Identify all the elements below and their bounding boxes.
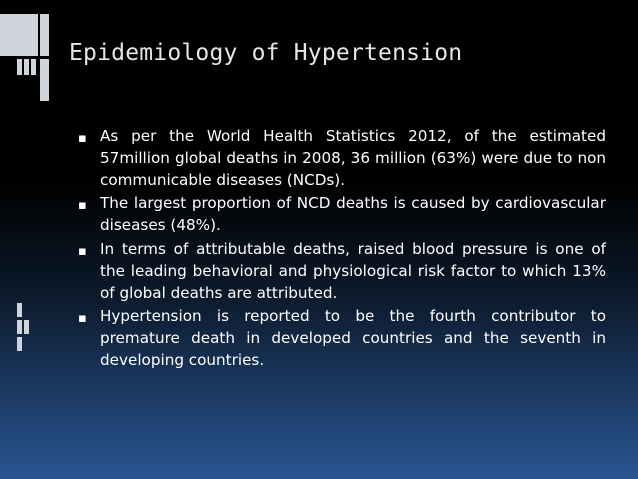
- decorative-bar: [0, 14, 38, 56]
- decorative-bar: [17, 59, 22, 75]
- decorative-bar: [24, 320, 29, 334]
- list-item: [78, 239, 606, 304]
- square-bullet-icon: ▪: [78, 311, 87, 327]
- bullet-text: Hypertension is reported to be the fourth contributor to premature death in developed countries and the seventh in developing countries.: [100, 307, 606, 369]
- decorative-bar: [31, 59, 36, 75]
- decorative-bar: [24, 59, 29, 75]
- bullet-text: As per the World Health Statistics 2012, of the estimated 57million global deaths in 2008, 36 million (63%) were due to non communicable diseases (NCDs).: [100, 127, 606, 189]
- decorative-bar: [17, 320, 22, 334]
- square-bullet-icon: ▪: [78, 131, 87, 146]
- decorative-bar: [40, 14, 49, 56]
- list-item: [78, 306, 606, 371]
- decorative-bar: [17, 303, 22, 317]
- square-bullet-icon: ▪: [78, 198, 87, 214]
- slide-title: Epidemiology of Hypertension: [69, 40, 463, 66]
- list-item: [78, 126, 606, 191]
- square-bullet-icon: ▪: [78, 243, 87, 259]
- decorative-bar: [17, 337, 22, 351]
- bullet-text: The largest proportion of NCD deaths is caused by cardiovascular diseases (48%).: [100, 194, 606, 235]
- list-item: [78, 193, 606, 237]
- decorative-bar: [40, 59, 49, 101]
- bullet-text: In terms of attributable deaths, raised blood pressure is one of the leading behavioral and physiological risk factor to which 13% of global deaths are attributed.: [100, 239, 606, 302]
- bullet-list: [78, 126, 606, 374]
